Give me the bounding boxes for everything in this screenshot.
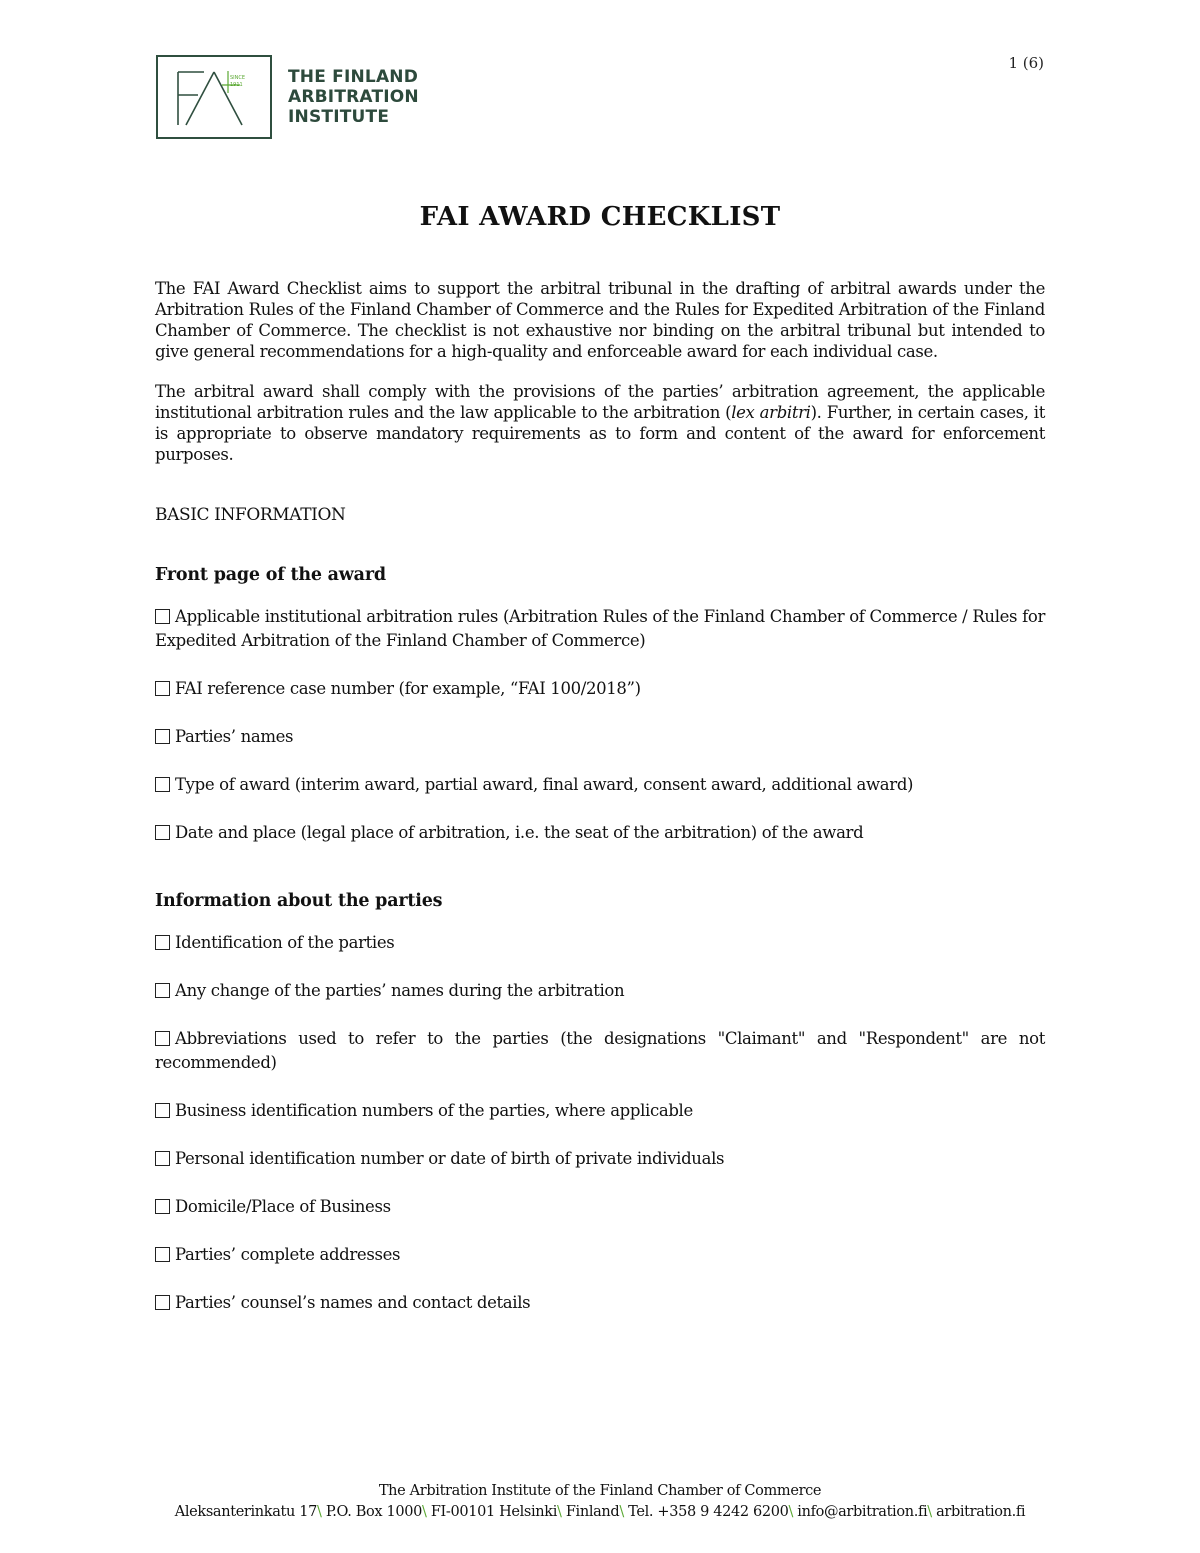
logo-line-1: THE FINLAND (288, 67, 419, 87)
page-number: 1 (6) (1008, 54, 1044, 72)
fai-monogram-icon (158, 57, 270, 137)
checkbox[interactable] (155, 825, 170, 840)
footer-website[interactable]: arbitration.fi (936, 1504, 1026, 1520)
checklist-item-label: Abbreviations used to refer to the parties (the designations "Claimant" and "Respondent" are not recommended) (155, 1029, 1045, 1072)
footer-separator: \ (557, 1504, 562, 1520)
checklist-item (155, 1147, 1045, 1171)
footer-separator: \ (927, 1504, 932, 1520)
checklist-item-label: Type of award (interim award, partial award, final award, consent award, additional award) (175, 775, 914, 794)
footer-address: Aleksanterinkatu 17 (174, 1504, 317, 1520)
checklist-item-label: Personal identification number or date of birth of private individuals (175, 1149, 725, 1168)
logo-line-3: INSTITUTE (288, 107, 390, 127)
checkbox[interactable] (155, 983, 170, 998)
checklist-parties (155, 931, 1045, 1315)
checkbox[interactable] (155, 1151, 170, 1166)
intro-paragraph-2-end: ). Further, in certain cases, it is appropriate to observe mandatory requirements as to form and content of the award for enforcement purposes. (155, 403, 1045, 464)
checkbox[interactable] (155, 1247, 170, 1262)
checkbox[interactable] (155, 681, 170, 696)
checklist-item-label: Business identification numbers of the parties, where applicable (175, 1101, 693, 1120)
checklist-item (155, 821, 1045, 845)
page-footer (0, 1481, 1200, 1523)
footer-separator: \ (422, 1504, 427, 1520)
fai-logo-mark (156, 55, 272, 139)
svg-text:SINCE: SINCE (230, 75, 246, 81)
checklist-item (155, 1291, 1045, 1315)
checklist-item (155, 1243, 1045, 1267)
document-title: FAI AWARD CHECKLIST (419, 202, 781, 232)
checkbox[interactable] (155, 935, 170, 950)
footer-separator: \ (317, 1504, 322, 1520)
checkbox[interactable] (155, 729, 170, 744)
checklist-item (155, 725, 1045, 749)
checkbox[interactable] (155, 1199, 170, 1214)
checkbox[interactable] (155, 777, 170, 792)
checklist-item-label: Parties’ complete addresses (175, 1245, 401, 1264)
section-heading-basic-information: BASIC INFORMATION (155, 505, 346, 525)
footer-postal: FI-00101 Helsinki (430, 1504, 558, 1520)
checklist-front-page (155, 605, 1045, 845)
checklist-item (155, 979, 1045, 1003)
footer-contact-line (0, 1502, 1200, 1523)
checkbox[interactable] (155, 1103, 170, 1118)
document-body (155, 278, 1045, 1315)
footer-separator: \ (619, 1504, 624, 1520)
checklist-item-label: Parties’ counsel’s names and contact details (175, 1293, 531, 1312)
checkbox[interactable] (155, 609, 170, 624)
intro-paragraph-2-start: The arbitral award shall comply with the provisions of the parties’ arbitration agreement, the applicable institutional arbitration rules and the law applicable to the arbitration ( (155, 382, 1045, 422)
checklist-item-label: FAI reference case number (for example, “FAI 100/2018”) (175, 679, 641, 698)
checkbox[interactable] (155, 1295, 170, 1310)
footer-po-box: P.O. Box 1000 (325, 1504, 423, 1520)
footer-phone: Tel. +358 9 4242 6200 (628, 1504, 789, 1520)
checklist-item (155, 931, 1045, 955)
footer-organization: The Arbitration Institute of the Finland Chamber of Commerce (378, 1483, 822, 1499)
intro-paragraph-1: The FAI Award Checklist aims to support the arbitral tribunal in the drafting of arbitral awards under the Arbitration Rules of the Finland Chamber of Commerce and the Rules for Expedited Arbitration of the Finland Chamber of Commerce. The checklist is not exhaustive nor binding on the arbitral tribunal but intended to give general recommendations for a high-quality and enforceable award for each individual case. (155, 279, 1045, 361)
checklist-item (155, 677, 1045, 701)
checklist-item (155, 773, 1045, 797)
checklist-item (155, 1027, 1045, 1075)
logo-line-2: ARBITRATION (288, 87, 419, 107)
checklist-item-label: Identification of the parties (175, 933, 395, 952)
footer-email[interactable]: info@arbitration.fi (797, 1504, 928, 1520)
intro-paragraph-2 (155, 381, 1045, 465)
checklist-item-label: Date and place (legal place of arbitration, i.e. the seat of the arbitration) of the award (175, 823, 864, 842)
fai-logo (156, 55, 419, 139)
checkbox[interactable] (155, 1031, 170, 1046)
checklist-item (155, 1195, 1045, 1219)
svg-text:1911: 1911 (230, 82, 243, 88)
footer-separator: \ (788, 1504, 794, 1520)
logo-wordmark (288, 67, 419, 127)
checklist-item-label: Domicile/Place of Business (175, 1197, 391, 1216)
lex-arbitri-term: lex arbitri (731, 403, 811, 422)
footer-country: Finland (565, 1504, 620, 1520)
checklist-item-label: Parties’ names (175, 727, 294, 746)
checklist-item (155, 1099, 1045, 1123)
subheading-front-page: Front page of the award (155, 565, 386, 585)
checklist-item (155, 605, 1045, 653)
checklist-item-label: Any change of the parties’ names during the arbitration (175, 981, 625, 1000)
subheading-parties: Information about the parties (155, 891, 443, 911)
checklist-item-label: Applicable institutional arbitration rules (Arbitration Rules of the Finland Chamber of Commerce / Rules for Expedited Arbitration of the Finland Chamber of Commerce) (155, 607, 1045, 650)
